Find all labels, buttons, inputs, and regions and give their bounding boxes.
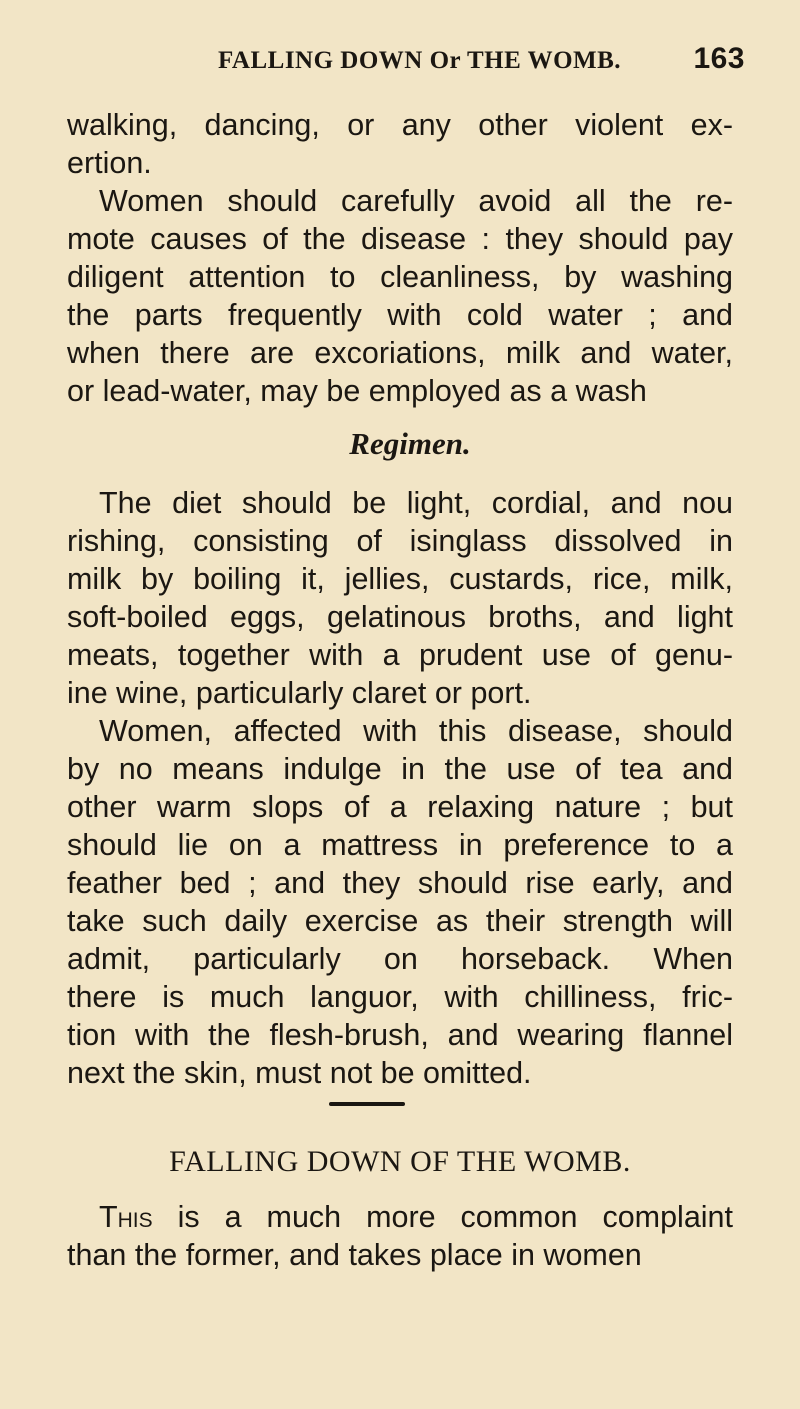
page-number: 163 bbox=[693, 42, 745, 75]
text-line: soft-boiled eggs, gelatinous broths, and light bbox=[67, 600, 733, 634]
text-line: by no means indulge in the use of tea and bbox=[67, 752, 733, 786]
running-title: FALLING DOWN Or THE WOMB. bbox=[218, 47, 622, 74]
text-line: admit, particularly on horseback. When bbox=[67, 942, 733, 976]
running-header bbox=[218, 42, 745, 76]
text-line: ine wine, particularly claret or port. bbox=[67, 676, 532, 710]
text-line: there is much languor, with chilliness, fric- bbox=[67, 980, 733, 1014]
text-line: walking, dancing, or any other violent ex- bbox=[67, 108, 733, 142]
subheading-regimen: Regimen. bbox=[349, 426, 471, 461]
paragraph-first-line: The diet should be light, cordial, and nou bbox=[99, 486, 733, 520]
section-title: FALLING DOWN OF THE WOMB. bbox=[169, 1145, 631, 1178]
paragraph-first-line bbox=[99, 1198, 733, 1236]
paragraph-first-line: Women, affected with this disease, should bbox=[99, 714, 733, 748]
text-line: should lie on a mattress in preference to a bbox=[67, 828, 733, 862]
text-line: ertion. bbox=[67, 146, 152, 180]
text-line: next the skin, must not be omitted. bbox=[67, 1056, 532, 1090]
text-line: or lead-water, may be employed as a wash bbox=[67, 374, 647, 408]
paragraph-first-line: Women should carefully avoid all the re- bbox=[99, 184, 733, 218]
text-line: take such daily exercise as their strength will bbox=[67, 904, 733, 938]
text-line: milk by boiling it, jellies, custards, rice, milk, bbox=[67, 562, 733, 596]
text-line: mote causes of the disease : they should pay bbox=[67, 222, 733, 256]
text-line: than the former, and takes place in women bbox=[67, 1238, 642, 1272]
line-rest: is a much more common complaint bbox=[152, 1200, 733, 1234]
text-line: diligent attention to cleanliness, by washing bbox=[67, 260, 733, 294]
text-line: other warm slops of a relaxing nature ; but bbox=[67, 790, 733, 824]
text-line: rishing, consisting of isinglass dissolved in bbox=[67, 524, 733, 558]
text-line: when there are excoriations, milk and water, bbox=[67, 336, 733, 370]
text-line: tion with the flesh-brush, and wearing flannel bbox=[67, 1018, 733, 1052]
lead-word: This bbox=[99, 1200, 153, 1234]
text-line: the parts frequently with cold water ; and bbox=[67, 298, 733, 332]
text-line: meats, together with a prudent use of genu- bbox=[67, 638, 733, 672]
text-line: feather bed ; and they should rise early, and bbox=[67, 866, 733, 900]
section-divider-rule bbox=[329, 1102, 405, 1106]
